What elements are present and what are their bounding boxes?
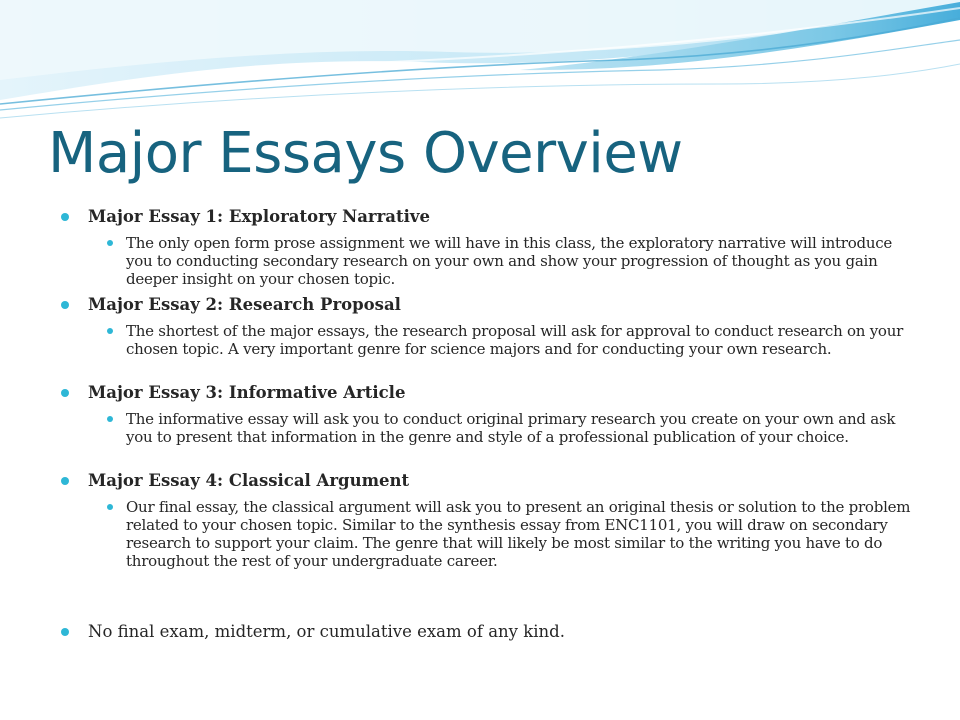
bullet-dot: [61, 628, 69, 636]
bullet-description: The shortest of the major essays, the research proposal will ask for approval to conduct research on your chosen topic. A very important genre for science majors and for conducting your own research.: [126, 322, 904, 358]
bullet-dot: [61, 389, 69, 397]
bullet-dot: [61, 213, 69, 221]
bullet-dot: [107, 416, 113, 422]
bullet-dot: [61, 477, 69, 485]
closing-note: No final exam, midterm, or cumulative exam of any kind.: [88, 622, 565, 641]
bullet-heading: Major Essay 4: Classical Argument: [88, 471, 410, 490]
bullet-description: The only open form prose assignment we will have in this class, the exploratory narrative will introduce you to conducting secondary research on your own and show your progression of thought as you gain deeper insight on your chosen topic.: [126, 234, 893, 288]
bullet-heading: Major Essay 2: Research Proposal: [88, 295, 401, 314]
bullet-dot: [107, 328, 113, 334]
bullet-description: Our final essay, the classical argument will ask you to present an original thesis or solution to the problem related to your chosen topic. Similar to the synthesis essay from ENC1101, you will draw on secondary research to support your claim. The genre that will likely be most similar to the writing you have to do throughout the rest of your undergraduate career.: [126, 498, 911, 570]
bullet-dot: [107, 240, 113, 246]
bullet-heading: Major Essay 1: Exploratory Narrative: [88, 207, 430, 226]
bullet-dot: [107, 504, 113, 510]
bullet-dot: [61, 301, 69, 309]
bullet-heading: Major Essay 3: Informative Article: [88, 383, 406, 402]
bullet-description: The informative essay will ask you to conduct original primary research you create on your own and ask you to present that information in the genre and style of a professional publication of your choice.: [126, 410, 896, 446]
page-title: Major Essays Overview: [48, 121, 683, 186]
wave-banner: [0, 0, 960, 130]
